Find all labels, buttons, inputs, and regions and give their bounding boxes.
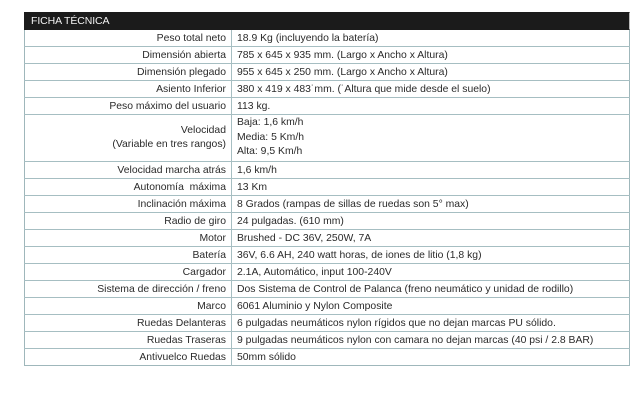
spec-value: 6 pulgadas neumáticos nylon rígidos que no dejan marcas PU sólido. <box>232 315 630 332</box>
spec-label: Inclinación máxima <box>25 196 232 213</box>
spec-label: Antivuelco Ruedas <box>25 349 232 366</box>
spec-label: Autonomía máxima <box>25 179 232 196</box>
spec-row-ruedas-delanteras <box>25 315 630 332</box>
spec-label-line: Velocidad <box>180 124 226 136</box>
spec-label: Ruedas Delanteras <box>25 315 232 332</box>
spec-label: Cargador <box>25 264 232 281</box>
spec-row-peso-total <box>25 30 630 47</box>
spec-value: 6061 Aluminio y Nylon Composite <box>232 298 630 315</box>
spec-label: Peso máximo del usuario <box>25 98 232 115</box>
spec-row-inclinacion <box>25 196 630 213</box>
spec-row-marcha-atras <box>25 162 630 179</box>
spec-row-asiento-inferior <box>25 81 630 98</box>
speed-medium: Media: 5 Km/h <box>237 131 304 143</box>
spec-label <box>25 115 232 162</box>
spec-value: 18.9 Kg (incluyendo la batería) <box>232 30 630 47</box>
speed-high: Alta: 9,5 Km/h <box>237 146 303 158</box>
spec-value: 13 Km <box>232 179 630 196</box>
spec-value: 50mm sólido <box>237 351 296 363</box>
spec-value: 785 x 645 x 935 mm. (Largo x Ancho x Altura) <box>232 47 630 64</box>
spec-row-cargador <box>25 264 630 281</box>
spec-row-marco <box>25 298 630 315</box>
spec-label: Radio de giro <box>25 213 232 230</box>
spec-value: 955 x 645 x 250 mm. (Largo x Ancho x Altura) <box>232 64 630 81</box>
spec-row-direccion-freno <box>25 281 630 298</box>
spec-value: 113 kg. <box>232 98 630 115</box>
spec-label: Velocidad marcha atrás <box>25 162 232 179</box>
spec-label: Motor <box>25 230 232 247</box>
spec-table <box>24 30 630 366</box>
spec-value: 9 pulgadas neumáticos nylon con camara no dejan marcas (40 psi / 2.8 BAR) <box>232 332 630 349</box>
spec-label: Dimensión abierta <box>25 47 232 64</box>
spec-value: Dos Sistema de Control de Palanca (freno neumático y unidad de rodillo) <box>232 281 630 298</box>
spec-label: Dimensión plegado <box>25 64 232 81</box>
spec-label: Ruedas Traseras <box>25 332 232 349</box>
spec-sheet <box>24 12 630 366</box>
spec-value: Brushed - DC 36V, 250W, 7A <box>232 230 630 247</box>
spec-row-bateria <box>25 247 630 264</box>
spec-row-dimension-abierta <box>25 47 630 64</box>
spec-row-motor <box>25 230 630 247</box>
speed-low: Baja: 1,6 km/h <box>237 117 304 129</box>
spec-label: Batería <box>25 247 232 264</box>
spec-label: Asiento Inferior <box>25 81 232 98</box>
spec-label: Sistema de dirección / freno <box>25 281 232 298</box>
spec-sheet-title: FICHA TÉCNICA <box>24 12 630 30</box>
spec-value: 24 pulgadas. (610 mm) <box>232 213 630 230</box>
spec-value: 1,6 km/h <box>232 162 630 179</box>
spec-row-ruedas-traseras <box>25 332 630 349</box>
spec-row-peso-maximo <box>25 98 630 115</box>
spec-value: 380 x 419 x 483˙mm. (˙Altura que mide desde el suelo) <box>232 81 630 98</box>
spec-value: 36V, 6.6 AH, 240 watt horas, de iones de litio (1,8 kg) <box>232 247 630 264</box>
spec-label: Marco <box>25 298 232 315</box>
spec-row-radio-giro <box>25 213 630 230</box>
spec-row-velocidad <box>25 115 630 162</box>
spec-row-autonomia <box>25 179 630 196</box>
spec-row-antivuelco <box>25 349 630 366</box>
spec-label: Peso total neto <box>25 30 232 47</box>
spec-value <box>232 115 630 162</box>
spec-row-dimension-plegado <box>25 64 630 81</box>
spec-label-line: (Variable en tres rangos) <box>112 139 226 150</box>
spec-value: 8 Grados (rampas de sillas de ruedas son 5° max) <box>232 196 630 213</box>
spec-value: 2.1A, Automático, input 100-240V <box>232 264 630 281</box>
